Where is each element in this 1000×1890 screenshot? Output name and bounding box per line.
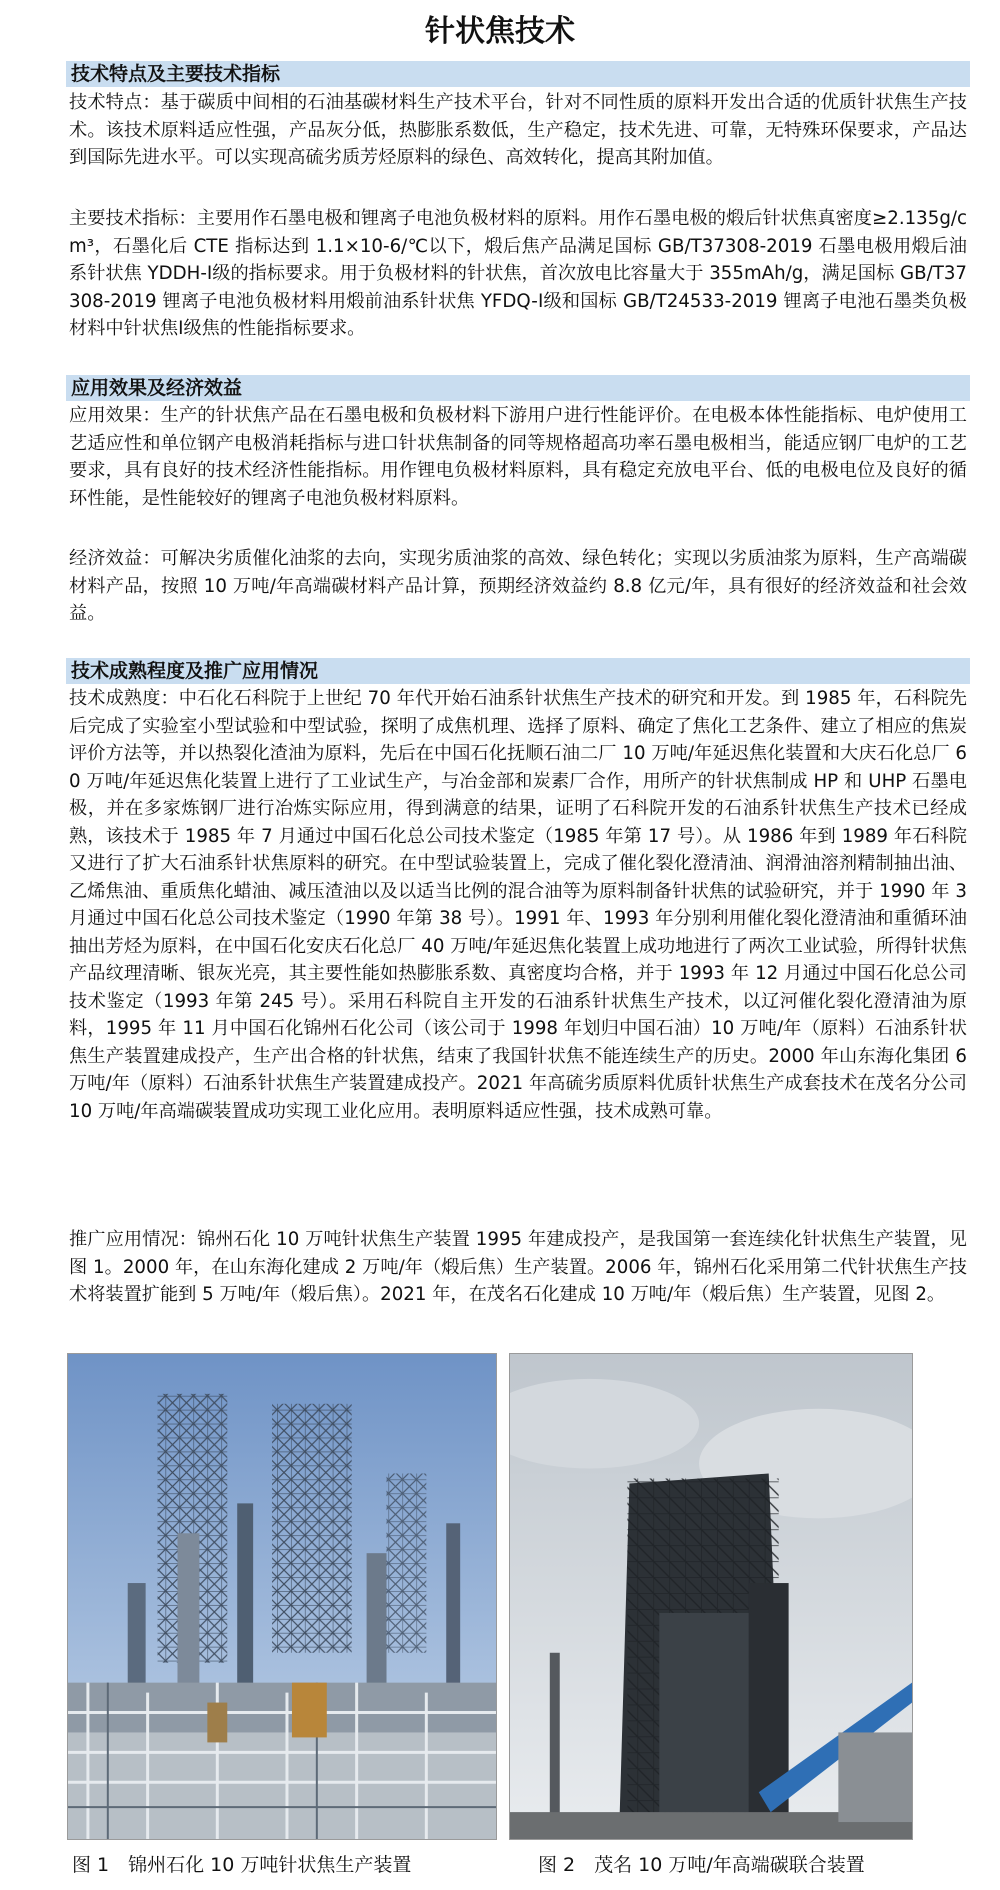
figure-2-caption: 图 2 茂名 10 万吨/年高端碳联合装置 xyxy=(538,1854,865,1876)
paragraph-application-effects: 应用效果：生产的针状焦产品在石墨电极和负极材料下游用户进行性能评价。在电极本体性能指标、电炉使用工艺适应性和单位钢产电极消耗指标与进口针状焦制备的同等规格超高功率石墨电极相当，能适应钢厂电炉的工艺要求，具有良好的技术经济性能指标。用作锂电负极材料原料，具有稳定充放电平台、低的电极电位及良好的循环性能，是性能较好的锂离子电池负极材料原料。 xyxy=(69,405,967,509)
section-heading-effects: 应用效果及经济效益 xyxy=(66,375,970,401)
section-heading-maturity: 技术成熟程度及推广应用情况 xyxy=(66,658,970,684)
paragraph-tech-features: 技术特点：基于碳质中间相的石油基碳材料生产技术平台，针对不同性质的原料开发出合适的优质针状焦生产技术。该技术原料适应性强，产品灰分低，热膨胀系数低，生产稳定，技术先进、可靠，无特殊环保要求，产品达到国际先进水平。可以实现高硫劣质芳烃原料的绿色、高效转化，提高其附加值。 xyxy=(69,92,967,168)
figure-1-caption: 图 1 锦州石化 10 万吨针状焦生产装置 xyxy=(72,1854,412,1876)
paragraph-tech-maturity: 技术成熟度：中石化石科院于上世纪 70 年代开始石油系针状焦生产技术的研究和开发。到 1985 年，石科院先后完成了实验室小型试验和中型试验，探明了成焦机理、选择了原料、确定了焦化工艺条件、建立了相应的焦炭评价方法等，并以热裂化渣油为原料，先后在中国石化抚顺石油二厂 10 万吨/年延迟焦化装置和大庆石化总厂 60 万吨/年延迟焦化装置上进行了工业试生产，与冶金部和炭素厂合作，用所产的针状焦制成 HP 和 UHP 石墨电极，并在多家炼钢厂进行冶炼实际应用，得到满意的结果，证明了石科院开发的石油系针状焦生产技术已经成熟，该技术于 1985 年 7 月通过中国石化总公司技术鉴定（1985 年第 17 号）。从 1986 年到 1989 年石科院又进行了扩大石油系针状焦原料的研究。在中型试验装置上，完成了催化裂化澄清油、润滑油溶剂精制抽出油、乙烯焦油、重质焦化蜡油、减压渣油以及以适当比例的混合油等为原料制备针状焦的试验研究，并于 1990 年 3 月通过中国石化总公司技术鉴定（1990 年第 38 号）。1991 年、1993 年分别利用催化裂化澄清油和重循环油抽出芳烃为原料，在中国石化安庆石化总厂 40 万吨/年延迟焦化装置上成功地进行了两次工业试验，所得针状焦产品纹理清晰、银灰光亮，其主要性能如热膨胀系数、真密度均合格，并于 1993 年 12 月通过中国石化总公司技术鉴定（1993 年第 245 号）。采用石科院自主开发的石油系针状焦生产技术，以辽河催化裂化澄清油为原料，1995 年 11 月中国石化锦州石化公司（该公司于 1998 年划归中国石油）10 万吨/年（原料）石油系针状焦生产装置建成投产，生产出合格的针状焦，结束了我国针状焦不能连续生产的历史。2000 年山东海化集团 6 万吨/年（原料）石油系针状焦生产装置建成投产。2021 年高硫劣质原料优质针状焦生产成套技术在茂名分公司 10 万吨/年高端碳装置成功实现工业化应用。表明原料适应性强，技术成熟可靠。 xyxy=(69,688,967,1122)
section-heading-features: 技术特点及主要技术指标 xyxy=(66,61,970,87)
figure-1-photo xyxy=(67,1353,497,1840)
paragraph-tech-indicators: 主要技术指标：主要用作石墨电极和锂离子电池负极材料的原料。用作石墨电极的煅后针状焦真密度≥2.135g/cm³，石墨化后 CTE 指标达到 1.1×10-6/℃以下，煅后焦产品满足国标 GB/T37308-2019 石墨电极用煅后油系针状焦 YDDH-Ⅰ级的指标要求。用于负极材料的针状焦，首次放电比容量大于 355mAh/g，满足国标 GB/T37308-2019 锂离子电池负极材料用煅前油系针状焦 YFDQ-Ⅰ级和国标 GB/T24533-2019 锂离子电池石墨类负极材料中针状焦Ⅰ级焦的性能指标要求。 xyxy=(69,208,967,339)
page-title: 针状焦技术 xyxy=(425,14,575,49)
paragraph-promotion: 推广应用情况：锦州石化 10 万吨针状焦生产装置 1995 年建成投产，是我国第一套连续化针状焦生产装置，见图 1。2000 年，在山东海化建成 2 万吨/年（煅后焦）生产装置。2006 年，锦州石化采用第二代针状焦生产技术将装置扩能到 5 万吨/年（煅后焦）。2021 年，在茂名石化建成 10 万吨/年（煅后焦）生产装置，见图 2。 xyxy=(69,1229,967,1305)
figure-2-photo xyxy=(509,1353,913,1840)
paragraph-economic-benefits: 经济效益：可解决劣质催化油浆的去向，实现劣质油浆的高效、绿色转化；实现以劣质油浆为原料，生产高端碳材料产品，按照 10 万吨/年高端碳材料产品计算，预期经济效益约 8.8 亿元/年，具有很好的经济效益和社会效益。 xyxy=(69,548,967,624)
